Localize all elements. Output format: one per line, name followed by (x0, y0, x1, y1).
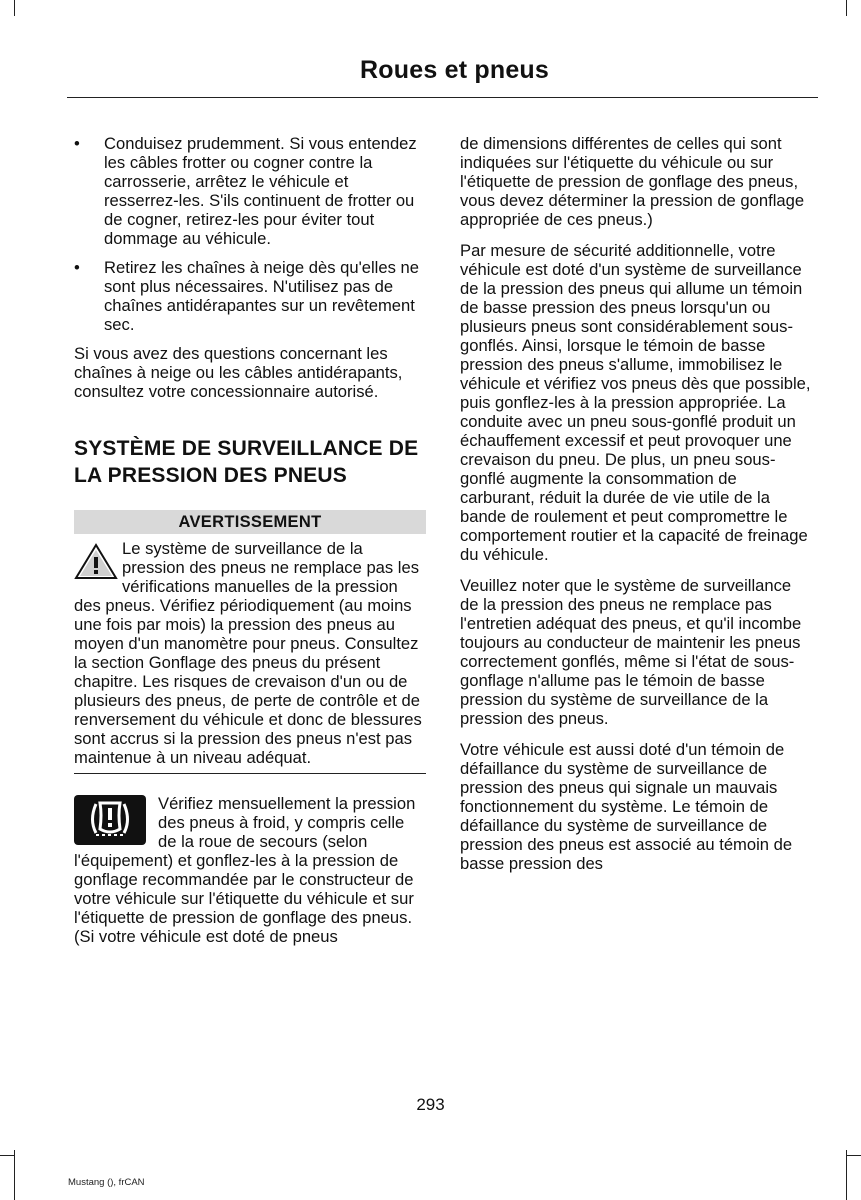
warning-label: AVERTISSEMENT (74, 510, 426, 534)
list-item (74, 134, 426, 248)
bullet-text: Conduisez prudemment. Si vous entendez les câbles frotter ou cogner contre la carrosserie, arrêtez le véhicule et resserrez-les. S'ils continuent de frotter ou de cogner, retirez-les pour éviter tout dommage au véhicule. (104, 134, 417, 248)
paragraph: Si vous avez des questions concernant les chaînes à neige ou les câbles antidérapants, consultez votre concessionnaire autorisé. (74, 344, 403, 401)
crop-mark-bottom-left-v (14, 1150, 15, 1200)
section-heading: SYSTÈME DE SURVEILLANCE DE LA PRESSION DES PNEUS (74, 437, 419, 487)
paragraph: Votre véhicule est aussi doté d'un témoin de défaillance du système de surveillance de pression des pneus qui signale un mauvais fonctionnement du système. Le témoin de défaillance du système de surveillance de pression des pneus est associé au témoin de basse pression des (460, 740, 793, 873)
bullet-marker: • (74, 258, 80, 277)
crop-mark-bottom-right-v (846, 1150, 847, 1200)
paragraph: de dimensions différentes de celles qui sont indiquées sur l'étiquette du véhicule ou sur l'étiquette de pression de gonflage des pneus, vous devez déterminer la pression de gonflage appropriée de ces pneus.) (460, 134, 805, 229)
bullet-list (74, 134, 426, 334)
crop-mark-bottom-left-h (0, 1155, 14, 1156)
page-number: 293 (416, 1095, 445, 1114)
warning-text: Le système de surveillance de la pression des pneus ne remplace pas les vérifications manuelles de la pression des pneus. Vérifiez périodiquement (au moins une fois par mois) la pression des pneus au moyen d'un manomètre pour pneus. Consultez la section Gonflage des pneus du présent chapitre. Les risques de crevaison d'un ou de plusieurs des pneus, de perte de contrôle et de renversement du véhicule et donc de blessures sont accrus si la pression des pneus n'est pas maintenue à un niveau adéquat. (74, 539, 422, 767)
tpms-block (74, 794, 426, 946)
title-divider (67, 97, 818, 98)
paragraph: Veuillez noter que le système de surveillance de la pression des pneus ne remplace pas l'entretien adéquat des pneus, et qu'il incombe toujours au conducteur de maintenir les pneus correctement gonflés, même si l'état de sous-gonflage n'allume pas le témoin de basse pression du système de surveillance de la pression des pneus. (460, 576, 802, 728)
warning-divider (74, 773, 426, 774)
bullet-text: Retirez les chaînes à neige dès qu'elles ne sont plus nécessaires. N'utilisez pas de chaînes antidérapantes sur un revêtement sec. (104, 258, 419, 334)
tpms-text: Vérifiez mensuellement la pression des pneus à froid, y compris celle de la roue de secours (selon l'équipement) et gonflez-les à la pression de gonflage recommandée par le constructeur de votre véhicule sur l'étiquette du véhicule et sur l'étiquette de pression de gonflage des pneus. (Si votre véhicule est doté de pneus (74, 794, 416, 946)
paragraph: Par mesure de sécurité additionnelle, votre véhicule est doté d'un système de surveillance de la pression des pneus qui allume un témoin de basse pression des pneus lorsqu'un ou plusieurs pneus sont considérablement sous-gonflés. Ainsi, lorsque le témoin de basse pression des pneus s'allume, immobilisez le véhicule et vérifiez vos pneus dès que possible, puis gonflez-les à la pression appropriée. La conduite avec un pneu sous-gonflé produit un échauffement excessif et peut provoquer une crevaison du pneu. De plus, un pneu sous-gonflé augmente la consommation de carburant, réduit la durée de vie utile de la bande de roulement et peut compromettre le comportement routier et la capacité de freinage du véhicule. (460, 241, 811, 564)
warning-box (74, 539, 426, 767)
crop-mark-top-right (846, 0, 847, 16)
left-column (74, 134, 426, 946)
page-title: Roues et pneus (360, 56, 549, 84)
footer-text: Mustang (), frCAN (68, 1177, 145, 1188)
crop-mark-top-left (14, 0, 15, 16)
tire-pressure-warning-icon (74, 795, 146, 845)
bullet-marker: • (74, 134, 80, 153)
warning-triangle-icon (74, 542, 118, 582)
crop-mark-bottom-right-h (847, 1155, 861, 1156)
list-item (74, 258, 426, 334)
right-column (460, 134, 814, 885)
